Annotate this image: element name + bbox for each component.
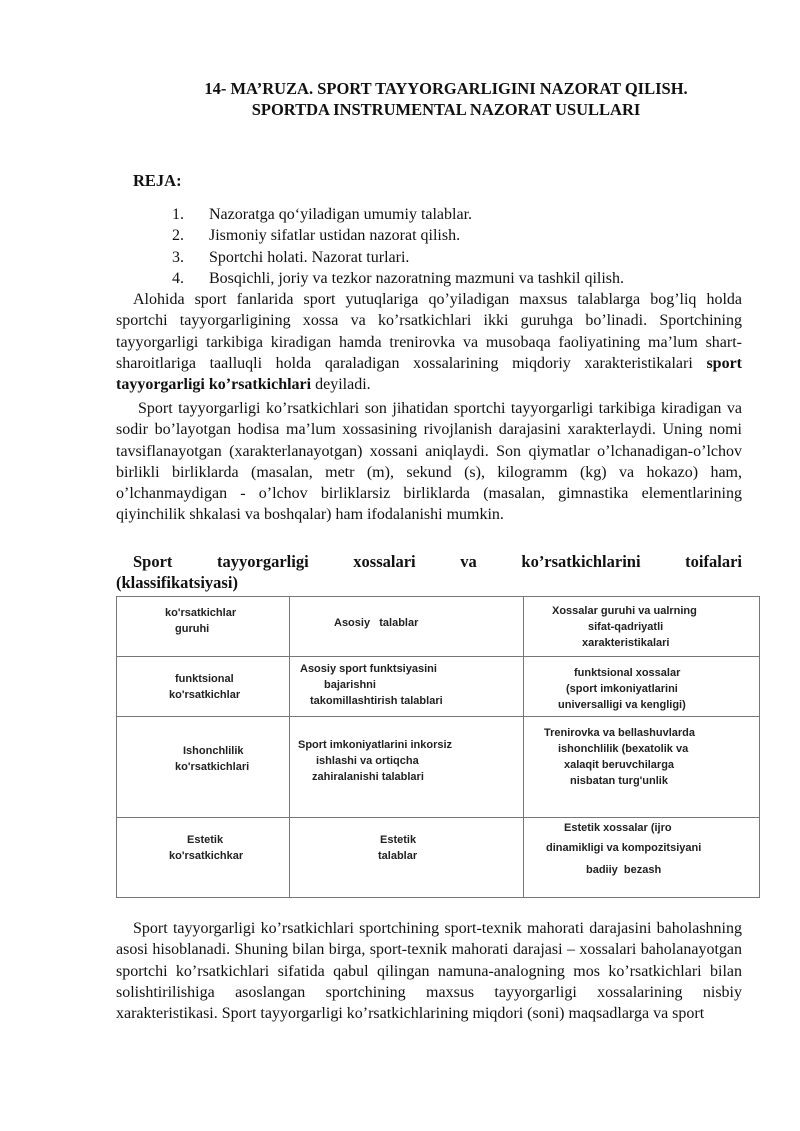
cell-reliability-requirements: Sport imkoniyatlarini inkorsiz ishlashi va ortiqcha zahiralanishi talablari [290,717,524,818]
classification-table [116,596,760,898]
cell-functional-properties: funktsional xossalar (sport imkoniyatlarini universalligi va kengligi) [524,657,760,717]
cell-aesthetic-properties: Estetik xossalar (ijro dinamikligi va kompozitsiyani badiiy bezash [524,818,760,898]
header-cell-indicator-group: ko'rsatkichlar guruhi [117,597,290,657]
cell-functional-indicators: funktsional ko'rsatkichlar [117,657,290,717]
paragraph-2: Sport tayyorgarligi ko’rsatkichlari son jihatidan sportchi tayyorgarligi tarkibiga kiradigan va sodir bo’layotgan hodisa ma’lum xossasining rivojlanish darajasini xarakterlaydi. Uning nomi tavsiflanayotgan (xarakterlanayotgan) xossani aniqlaydi. Son qiymatlar o’lchanadigan-o’lchov birlikli birliklarda (masalan, metr (m), sekund (s), kilogramm (kg) va hokazo) ham, o’lchanmaydigan - o’lchov birliklarsiz birliklarda (masalan, gimnastika elementlarining qiyinchilik shkalasi va boshqalar) ham ifodalanishi mumkin. [116,400,742,524]
paragraph-1: Alohida sport fanlarida sport yutuqlariga qo’yiladigan maxsus talablarga bog’liq holda sportchi tayyorgarligining xossa va ko’rsatkichlari ikki guruhga bo’linadi. Sportchining tayyorgarligi tarkibiga kiradigan hamda trenirovka va musobaqa faoliyatining ma’lum shart-sharoitlariga taalluqli holda qaraladigan xossalarining miqdoriy xarakteristikalari sport tayyorgarligi ko’rsatkichlari deyiladi. [116,291,742,394]
plan-heading: REJA: [133,171,182,190]
plan-list [172,204,624,289]
table-row [117,717,760,818]
plan-item: 2. Jismoniy sifatlar ustidan nazorat qilish. [172,227,461,245]
cell-aesthetic-indicators: Estetik ko'rsatkichkar [117,818,290,898]
key-term: sport tayyorgarligi ko’rsatkichlari [116,354,742,394]
plan-item: 1. Nazoratga qo‘yiladigan umumiy talablar. [172,206,473,223]
cell-functional-requirements: Asosiy sport funktsiyasini bajarishni takomillashtirish talablari [290,657,524,717]
plan-item: 3. Sportchi holati. Nazorat turlari. [172,248,410,266]
cell-reliability-properties: Trenirovka va bellashuvlarda ishonchlilik (bexatolik va xalaqit beruvchilarga nisbatan turg'unlik [524,717,760,818]
plan-item: 4. Bosqichli, joriy va tezkor nazoratning mazmuni va tashkil qilish. [172,269,625,287]
cell-aesthetic-requirements: Estetik talablar [290,818,524,898]
table-row [117,818,760,898]
table-row [117,657,760,717]
paragraph-3: Sport tayyorgarligi ko’rsatkichlari sportchining sport-texnik mahorati darajasini baholashning asosi hisoblanadi. Shuning bilan birga, sport-texnik mahorati darajasi – xossalari baholanayotgan sportchi ko’rsatkichlari sifatida qabul qilingan namuna-analogning mos ko’rsatkichlari bilan solishtirilishiga asoslangan sportchining maxsus tayyorgarligi xossalarining nisbiy xarakteristikasi. Sport tayyorgarligi ko’rsatkichlarining miqdori (soni) maqsadlarga va sport [116,920,742,1023]
header-cell-property-groups: Xossalar guruhi va ualrning sifat-qadriyatli xarakteristikalari [524,597,760,657]
lecture-title [116,78,740,120]
title-line-2: SPORTDA INSTRUMENTAL NAZORAT USULLARI [251,100,641,119]
section-heading: Sport tayyorgarligi xossalari va ko’rsatkichlarini toifalari (klassifikatsiyasi) [116,552,742,592]
cell-reliability-indicators: Ishonchlilik ko'rsatkichlari [117,717,290,818]
table-header-row [117,597,760,657]
header-cell-requirements: Asosiy talablar [290,597,524,657]
title-line-1: 14- MA’RUZA. SPORT TAYYORGARLIGINI NAZORAT QILISH. [204,79,688,98]
